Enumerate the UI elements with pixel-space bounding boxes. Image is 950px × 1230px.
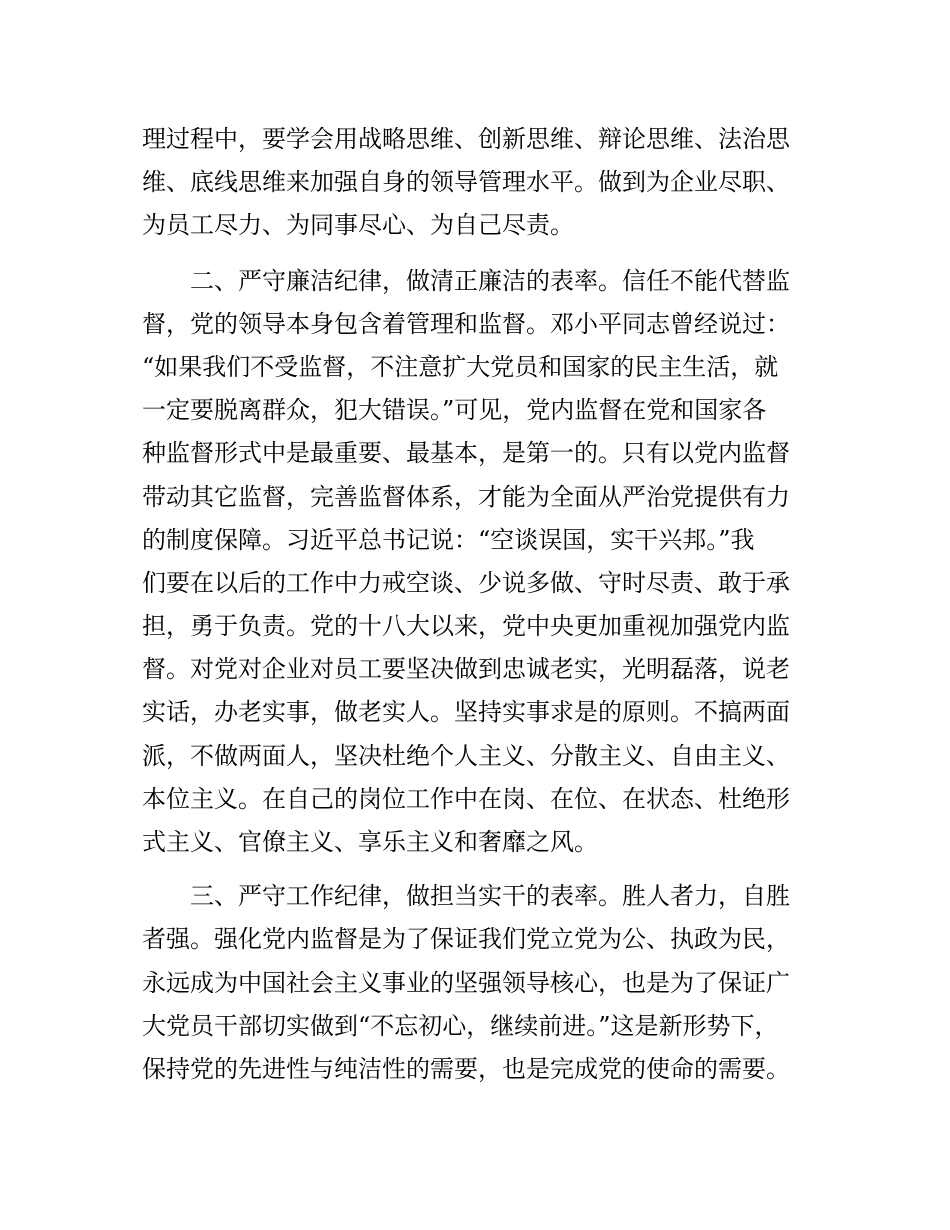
text-line: 三、严守工作纪律，做担当实干的表率。胜人者力，自胜	[190, 882, 790, 911]
text-line: 式主义、官僚主义、享乐主义和奢靡之风。	[142, 828, 598, 856]
text-line: 本位主义。在自己的岗位工作中在岗、在位、在状态、杜绝形	[142, 784, 790, 813]
text-line: 维、底线思维来加强自身的领导管理水平。做到为企业尽职、	[142, 168, 790, 197]
text-line: 种监督形式中是最重要、最基本，是第一的。只有以党内监督	[142, 439, 790, 468]
text-line: 保持党的先进性与纯洁性的需要，也是完成党的使命的需要。	[142, 1054, 790, 1083]
paragraph-continuation	[142, 118, 812, 248]
text-line: 大党员干部切实做到“不忘初心，继续前进。”这是新形势下，	[142, 1011, 779, 1040]
text-line: 督。对党对企业对员工要坚决做到忠诚老实，光明磊落，说老	[142, 655, 790, 684]
text-line: 一定要脱离群众，犯大错误。”可见，党内监督在党和国家各	[142, 396, 767, 425]
text-line: 者强。强化党内监督是为了保证我们党立党为公、执政为民，	[142, 925, 790, 954]
text-line: 派，不做两面人，坚决杜绝个人主义、分散主义、自由主义、	[142, 741, 790, 770]
text-line: 实话，办老实事，做老实人。坚持实事求是的原则。不搞两面	[142, 698, 790, 727]
text-line: 永远成为中国社会主义事业的坚强领导核心，也是为了保证广	[142, 968, 790, 997]
text-line: 担，勇于负责。党的十八大以来，党中央更加重视加强党内监	[142, 612, 790, 641]
document-body	[142, 118, 812, 1091]
text-line: 二、严守廉洁纪律，做清正廉洁的表率。信任不能代替监	[190, 266, 790, 295]
text-line: 理过程中，要学会用战略思维、创新思维、辩论思维、法治思	[142, 125, 790, 153]
text-line: “如果我们不受监督，不注意扩大党员和国家的民主生活，就	[142, 352, 779, 381]
paragraph-integrity-discipline	[142, 260, 812, 865]
text-line: 的制度保障。习近平总书记说：“空谈误国，实干兴邦。”我	[142, 525, 755, 554]
text-line: 们要在以后的工作中力戒空谈、少说多做、守时尽责、敢于承	[142, 568, 790, 597]
paragraph-work-discipline	[142, 875, 812, 1091]
text-line: 带动其它监督，完善监督体系，才能为全面从严治党提供有力	[142, 482, 790, 511]
text-line: 督，党的领导本身包含着管理和监督。邓小平同志曾经说过：	[142, 309, 790, 338]
text-line: 为员工尽力、为同事尽心、为自己尽责。	[142, 211, 574, 240]
